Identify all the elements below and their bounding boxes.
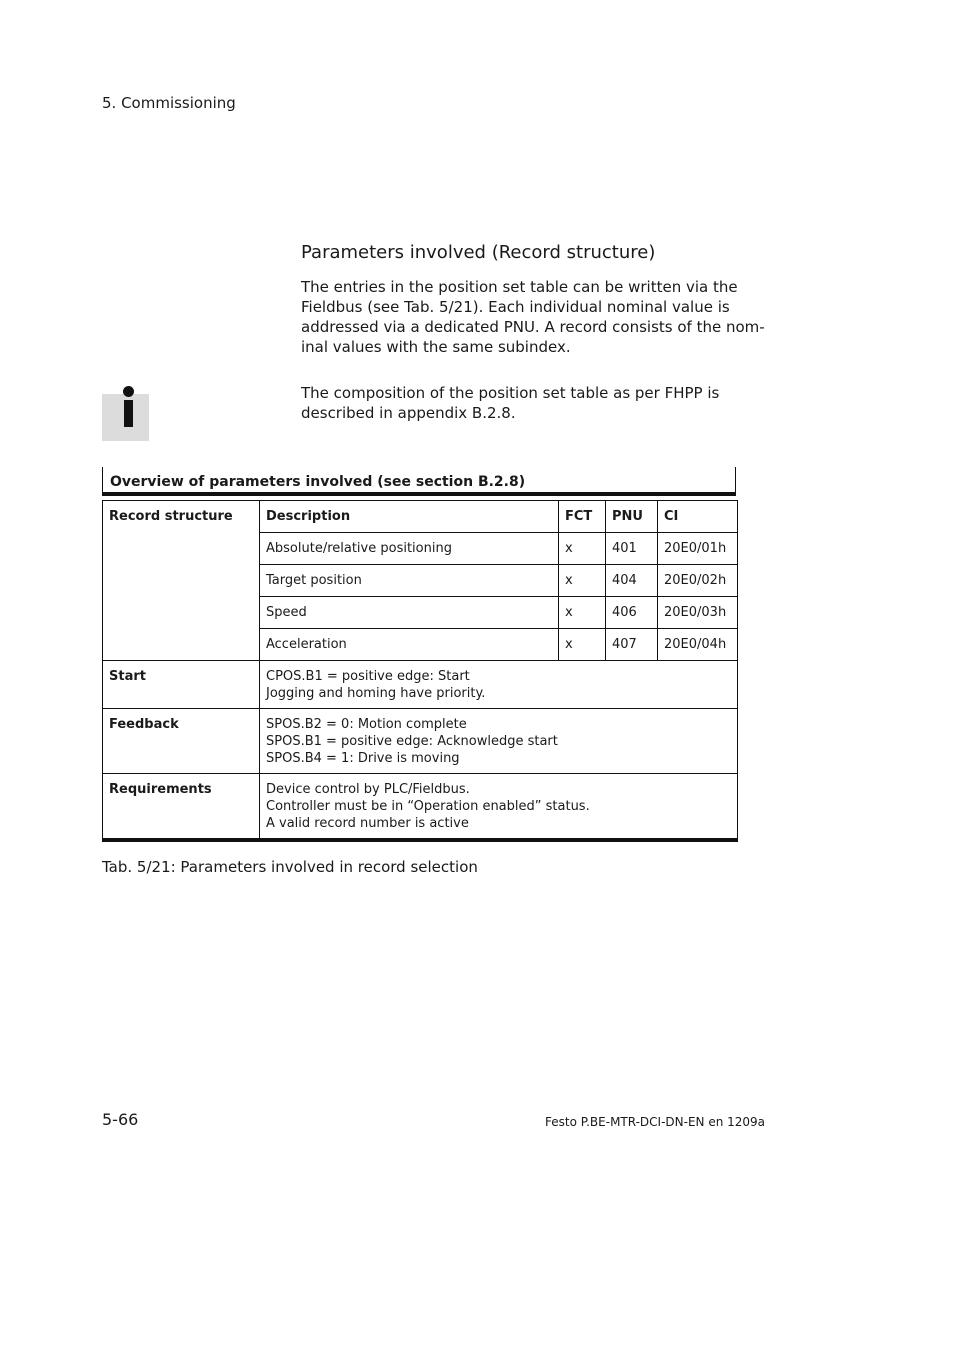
table-cell: x <box>559 533 606 565</box>
paragraph-line: addressed via a dedicated PNU. A record consists of the nom- <box>301 318 765 336</box>
table-cell: 406 <box>606 597 658 629</box>
table-cell: Target position <box>260 565 559 597</box>
paragraph-line: Fieldbus (see Tab. 5/21). Each individual nominal value is <box>301 298 730 316</box>
start-text <box>260 661 738 709</box>
table-cell: 20E0/03h <box>658 597 738 629</box>
table-cell: 20E0/01h <box>658 533 738 565</box>
note-paragraph <box>301 383 741 423</box>
text-line: A valid record number is active <box>266 816 469 831</box>
text-line: CPOS.B1 = positive edge: Start <box>266 669 470 684</box>
table-cell: 401 <box>606 533 658 565</box>
table-cell: Speed <box>260 597 559 629</box>
text-line: SPOS.B2 = 0: Motion complete <box>266 717 467 732</box>
table-cell: 407 <box>606 629 658 661</box>
text-line: Device control by PLC/Fieldbus. <box>266 782 470 797</box>
requirements-text <box>260 774 738 841</box>
table-cell: x <box>559 629 606 661</box>
table-cell: 20E0/02h <box>658 565 738 597</box>
table-overview-title: Overview of parameters involved (see section B.2.8) <box>102 467 736 496</box>
text-line: SPOS.B1 = positive edge: Acknowledge start <box>266 734 558 749</box>
text-line: Jogging and homing have priority. <box>266 686 486 701</box>
table-caption: Tab. 5/21: Parameters involved in record selection <box>102 858 478 876</box>
column-header: CI <box>658 501 738 533</box>
table-cell: x <box>559 565 606 597</box>
feedback-text <box>260 709 738 774</box>
section-title: Parameters involved (Record structure) <box>301 242 656 263</box>
info-icon <box>102 394 149 441</box>
feedback-label: Feedback <box>103 709 260 774</box>
paragraph-line: The entries in the position set table can be written via the <box>301 278 738 296</box>
column-header: FCT <box>559 501 606 533</box>
table-cell: Absolute/relative positioning <box>260 533 559 565</box>
page-number: 5-66 <box>102 1110 139 1129</box>
parameters-table <box>102 500 738 842</box>
table-cell: x <box>559 597 606 629</box>
record-structure-label: Record structure <box>103 501 260 661</box>
column-header: PNU <box>606 501 658 533</box>
feedback-row <box>103 709 738 774</box>
document-id: Festo P.BE-MTR-DCI-DN-EN en 1209a <box>545 1115 766 1129</box>
table-cell: 404 <box>606 565 658 597</box>
table-cell: Acceleration <box>260 629 559 661</box>
chapter-header: 5. Commissioning <box>102 94 236 112</box>
column-header: Description <box>260 501 559 533</box>
note-line: The composition of the position set table as per FHPP is <box>301 384 720 402</box>
table-cell: 20E0/04h <box>658 629 738 661</box>
text-line: Controller must be in “Operation enabled” status. <box>266 799 590 814</box>
requirements-row <box>103 774 738 841</box>
requirements-label: Requirements <box>103 774 260 841</box>
note-line: described in appendix B.2.8. <box>301 404 516 422</box>
text-line: SPOS.B4 = 1: Drive is moving <box>266 751 460 766</box>
paragraph-line: inal values with the same subindex. <box>301 338 571 356</box>
intro-paragraph <box>301 277 765 357</box>
start-label: Start <box>103 661 260 709</box>
start-row <box>103 661 738 709</box>
table-header-row <box>103 501 738 533</box>
